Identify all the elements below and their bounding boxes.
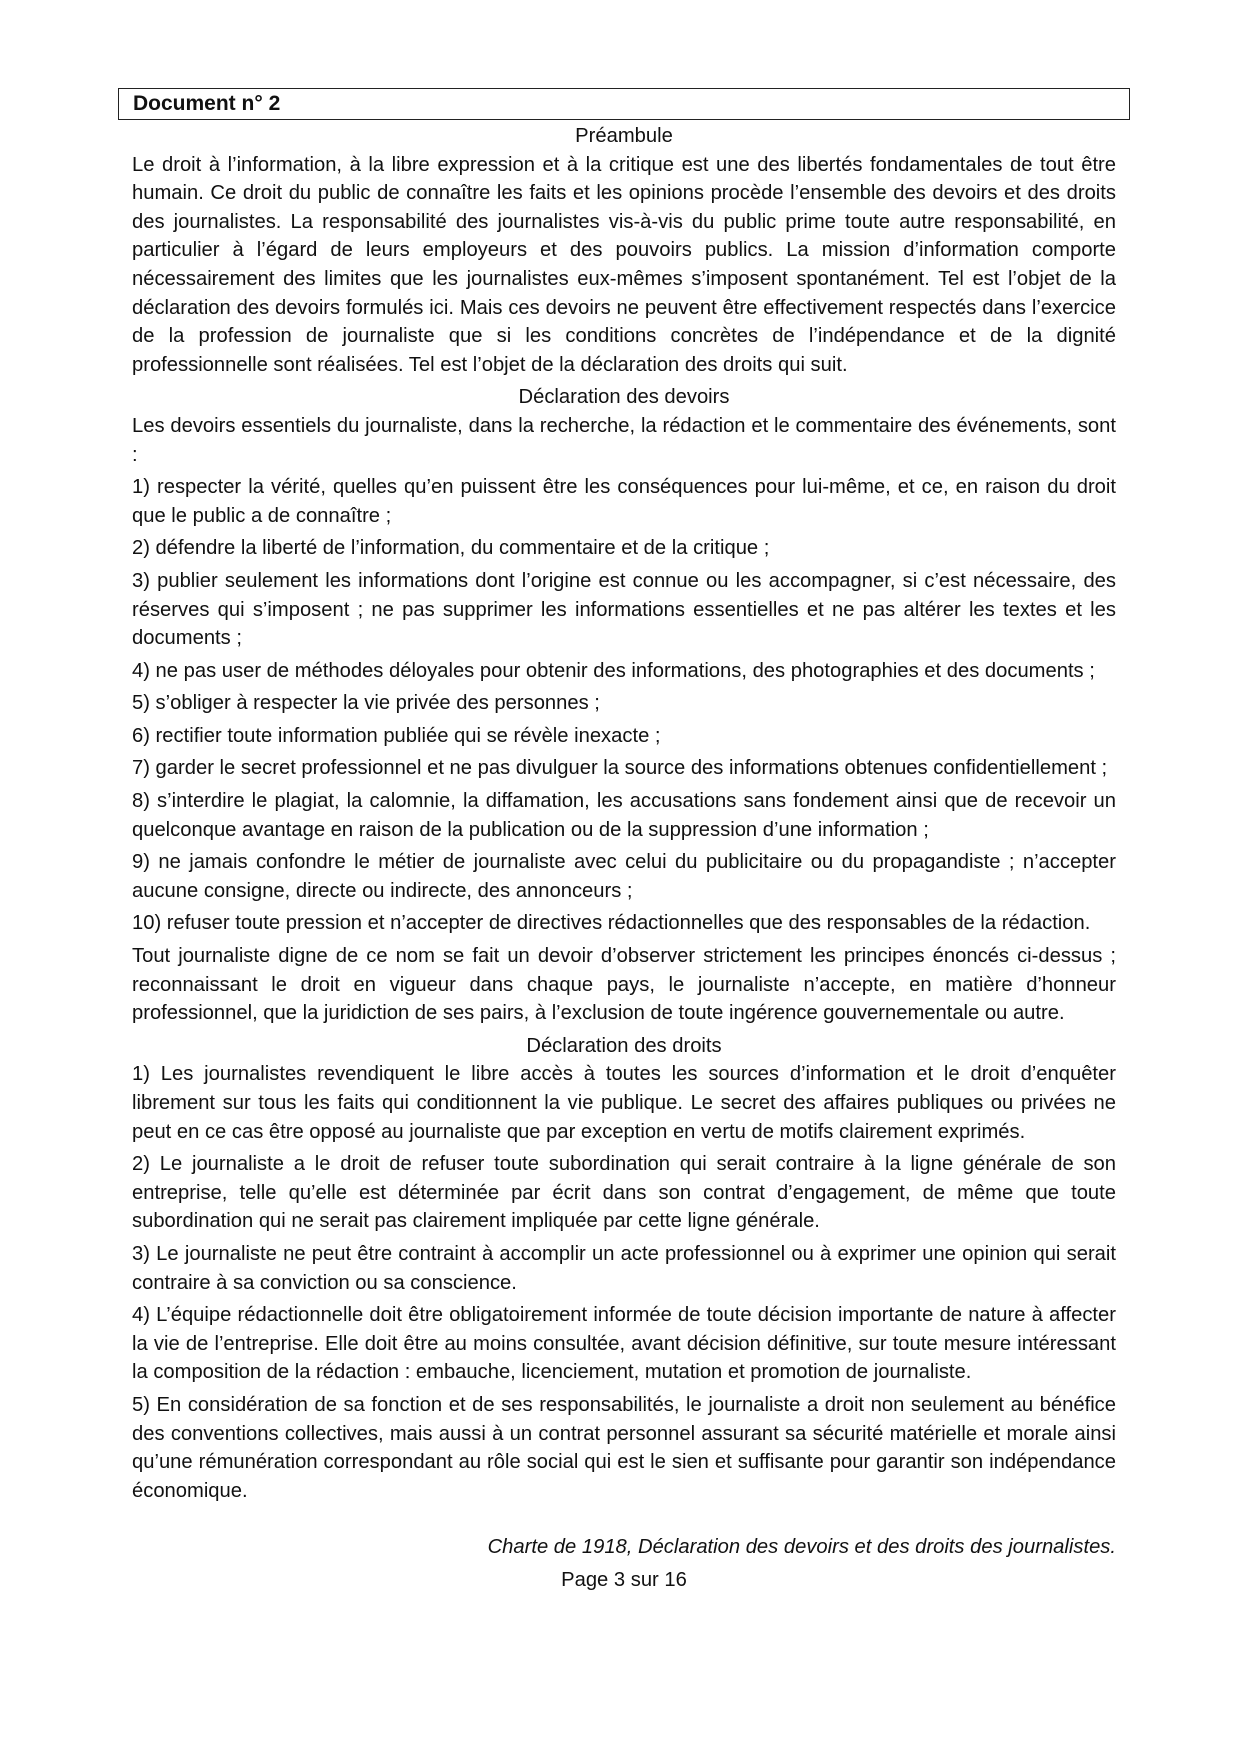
devoir-item: 5) s’obliger à respecter la vie privée des personnes ; — [132, 692, 600, 715]
droit-item: 1) Les journalistes revendiquent le libre accès à toutes les sources d’information et le droit d’enquêter librement sur tous les faits qui conditionnent la vie publique. Le secret des affaires publiques ou privées ne peut en ce cas être opposé au journaliste que par exception en vertu de motifs clairement exprimés. — [132, 1063, 1116, 1143]
devoirs-conclusion: Tout journaliste digne de ce nom se fait un devoir d’observer strictement les principes énoncés ci-dessus ; reconnaissant le droit en vigueur dans chaque pays, le journaliste n’accepte, en matière d’honneur professionnel, que la juridiction de ses pairs, à l’exclusion de toute ingérence gouvernementale ou autre. — [132, 945, 1116, 1025]
devoir-item: 9) ne jamais confondre le métier de journaliste avec celui du publicitaire ou du propagandiste ; n’accepter aucune consigne, directe ou indirecte, des annonceurs ; — [132, 851, 1116, 902]
devoir-item: 3) publier seulement les informations dont l’origine est connue ou les accompagner, si c’est nécessaire, des réserves qui s’imposent ; ne pas supprimer les informations essentielles et ne pas altérer les textes et les documents ; — [132, 569, 1116, 650]
preambule-title: Préambule — [575, 125, 673, 147]
droit-item: 4) L’équipe rédactionnelle doit être obligatoirement informée de toute décision importante de nature à affecter la vie de l’entreprise. Elle doit être au moins consultée, avant décision définitive, sur toute mesure intéressant la composition de la rédaction : embauche, licenciement, mutation et promotion de journaliste. — [132, 1304, 1116, 1384]
devoir-item: 1) respecter la vérité, quelles qu’en puissent être les conséquences pour lui-même, et ce, en raison du droit que le public a de connaître ; — [132, 476, 1116, 527]
document-page — [118, 88, 1130, 1595]
devoir-item: 8) s’interdire le plagiat, la calomnie, la diffamation, les accusations sans fondement ainsi que de recevoir un quelconque avantage en raison de la publication ou de la suppression d’une information ; — [132, 790, 1116, 841]
devoirs-title: Déclaration des devoirs — [518, 386, 730, 409]
droit-item: 3) Le journaliste ne peut être contraint à accomplir un acte professionnel ou à exprimer une opinion qui serait contraire à sa conviction ou sa conscience. — [132, 1242, 1116, 1294]
droit-item: 5) En considération de sa fonction et de ses responsabilités, le journaliste a droit non seulement au bénéfice des conventions collectives, mais aussi à un contrat personnel assurant sa sécurité matérielle et morale ainsi qu’une rémunération correspondant au rôle social qui est le sien et suffisante pour garantir son indépendance économique. — [132, 1393, 1116, 1502]
devoir-item: 2) défendre la liberté de l’information, du commentaire et de la critique ; — [132, 537, 770, 560]
document-title: Document n° 2 — [118, 88, 1130, 120]
document-body — [118, 122, 1130, 1595]
page-number: Page 3 sur 16 — [561, 1568, 687, 1591]
devoir-item: 6) rectifier toute information publiée qui se révèle inexacte ; — [132, 724, 661, 747]
preambule-text: Le droit à l’information, à la libre expression et à la critique est une des libertés fondamentales de tout être humain. Ce droit du public de connaître les faits et les opinions procède l’ensemble des devoirs et des droits des journalistes. La responsabilité des journalistes vis-à-vis du public prime toute autre responsabilité, en particulier à l’égard de leurs employeurs et des pouvoirs publics. La mission d’information comporte nécessairement des limites que les journalistes eux-mêmes s’imposent spontanément. Tel est l’objet de la déclaration des devoirs formulés ici. Mais ces devoirs ne peuvent être effectivement respectés dans l’exercice de la profession de journaliste que si les conditions concrètes de l’indépendance et de la dignité professionnelle sont réalisées. Tel est l’objet de la déclaration des droits qui suit. — [132, 153, 1116, 376]
source-citation: Charte de 1918, Déclaration des devoirs et des droits des journalistes. — [487, 1536, 1116, 1559]
devoir-item: 10) refuser toute pression et n’accepter de directives rédactionnelles que des responsables de la rédaction. — [132, 912, 1091, 935]
devoirs-intro: Les devoirs essentiels du journaliste, dans la recherche, la rédaction et le commentaire des événements, sont : — [132, 414, 1116, 466]
devoir-item: 7) garder le secret professionnel et ne pas divulguer la source des informations obtenues confidentiellement ; — [132, 757, 1108, 780]
droit-item: 2) Le journaliste a le droit de refuser toute subordination qui serait contraire à la ligne générale de son entreprise, telle qu’elle est déterminée par écrit dans son contrat d’engagement, de même que toute subordination qui ne serait pas clairement impliquée par cette ligne générale. — [132, 1153, 1116, 1233]
devoir-item: 4) ne pas user de méthodes déloyales pour obtenir des informations, des photographies et des documents ; — [132, 659, 1095, 682]
droits-title: Déclaration des droits — [526, 1034, 722, 1057]
